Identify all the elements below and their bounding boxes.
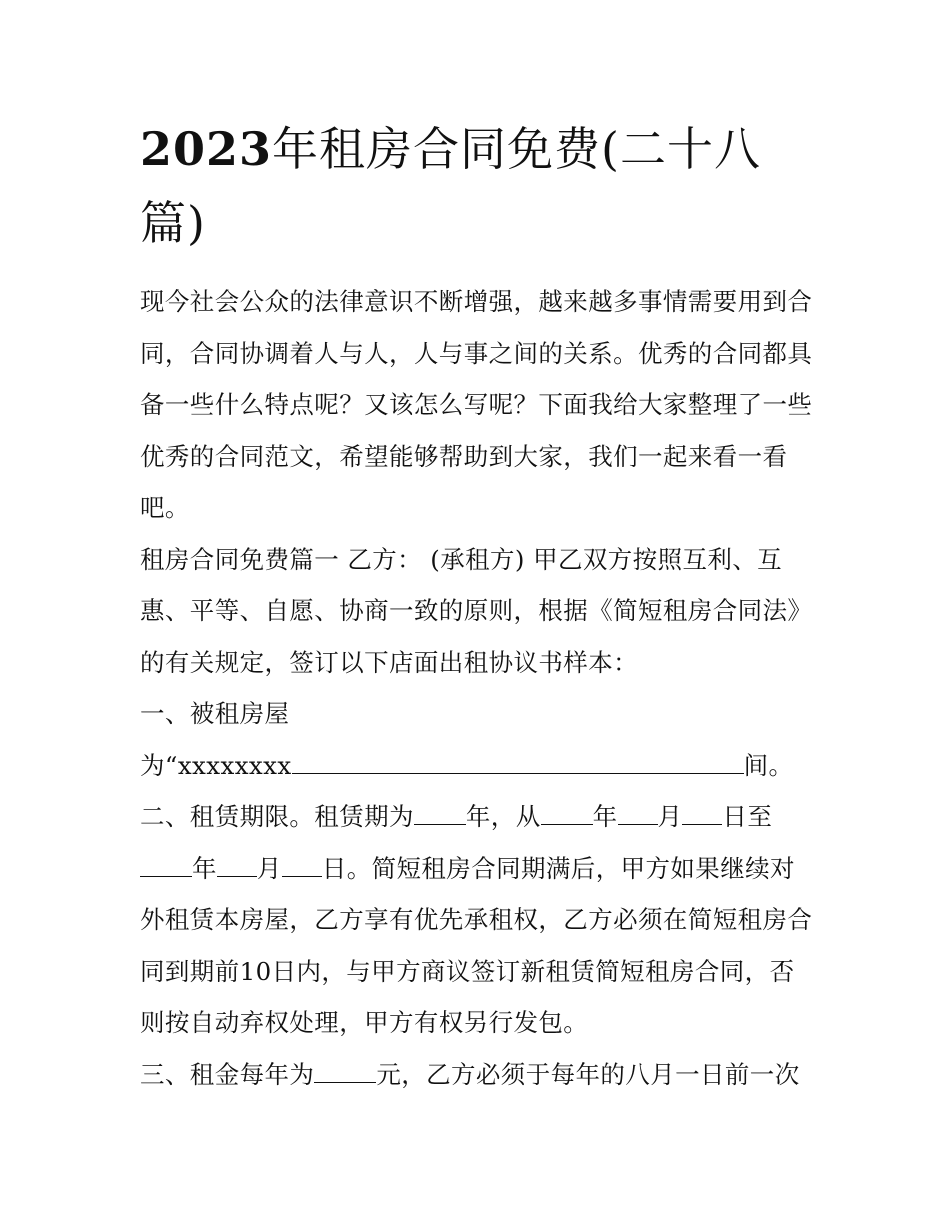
blank-field (140, 858, 192, 877)
title-line-2: 篇) (140, 196, 206, 250)
intro-line: 优秀的合同范文，希望能够帮助到大家，我们一起来看一看 (140, 441, 788, 471)
document-body (140, 276, 820, 1100)
item2-text: 日。简短租房合同期满后，甲方如果继续对 (321, 853, 795, 883)
item3-text: 三、租金每年为 (140, 1059, 315, 1089)
title-line-1: 年租房合同免费(二十八 (272, 122, 761, 176)
blank-field (292, 755, 744, 774)
title-year: 2023 (140, 122, 273, 176)
item1-line (140, 740, 820, 792)
item2-text: 年，从 (465, 802, 541, 831)
intro-line: 同，合同协调着人与人，人与事之间的关系。优秀的合同都具 (140, 338, 813, 368)
item2-text: 月 (256, 853, 282, 883)
item2-line: 则按自动弃权处理，甲方有权另行发包。 (140, 1008, 589, 1037)
blank-field (618, 806, 658, 825)
blank-field (282, 858, 322, 877)
item2-line: 外租赁本房屋，乙方享有优先承租权，乙方必须在简短租房合 (140, 905, 813, 934)
para1-line: 惠、平等、自愿、协商一致的原则，根据《简短租房合同法》 (140, 596, 813, 625)
blank-field (541, 806, 593, 825)
item2-text: 月 (657, 802, 683, 831)
item1-suffix: 间。 (743, 750, 794, 780)
item2-text: 年 (192, 853, 217, 883)
document-title (140, 112, 820, 260)
para1-line: 租房合同免费篇一 乙方： (承租方) 甲乙双方按照互利、互 (140, 544, 783, 574)
item2-text: 二、租赁期限。租赁期为 (140, 802, 414, 831)
item2-line: 同到期前10日内，与甲方商议签订新租赁简短租房合同，否 (140, 956, 795, 986)
item3-line (140, 1049, 820, 1101)
item3-text: 元，乙方必须于每年的八月一日前一次 (376, 1059, 800, 1089)
blank-field (682, 806, 722, 825)
item2-line-2 (140, 843, 820, 895)
para1-line: 的有关规定，签订以下店面出租协议书样本： (140, 647, 638, 677)
intro-line: 吧。 (140, 493, 190, 522)
blank-field (414, 806, 466, 825)
item1-label: 一、被租房屋 (140, 699, 290, 728)
item2-line-1 (140, 791, 820, 843)
blank-field (217, 858, 257, 877)
item2-text: 年 (592, 802, 618, 831)
blank-field (314, 1064, 376, 1083)
item2-text: 日至 (722, 802, 773, 831)
intro-line: 现今社会公众的法律意识不断增强，越来越多事情需要用到合 (140, 287, 813, 316)
item1-prefix: 为“xxxxxxxx (140, 750, 292, 780)
intro-line: 备一些什么特点呢？又该怎么写呢？下面我给大家整理了一些 (140, 390, 813, 419)
